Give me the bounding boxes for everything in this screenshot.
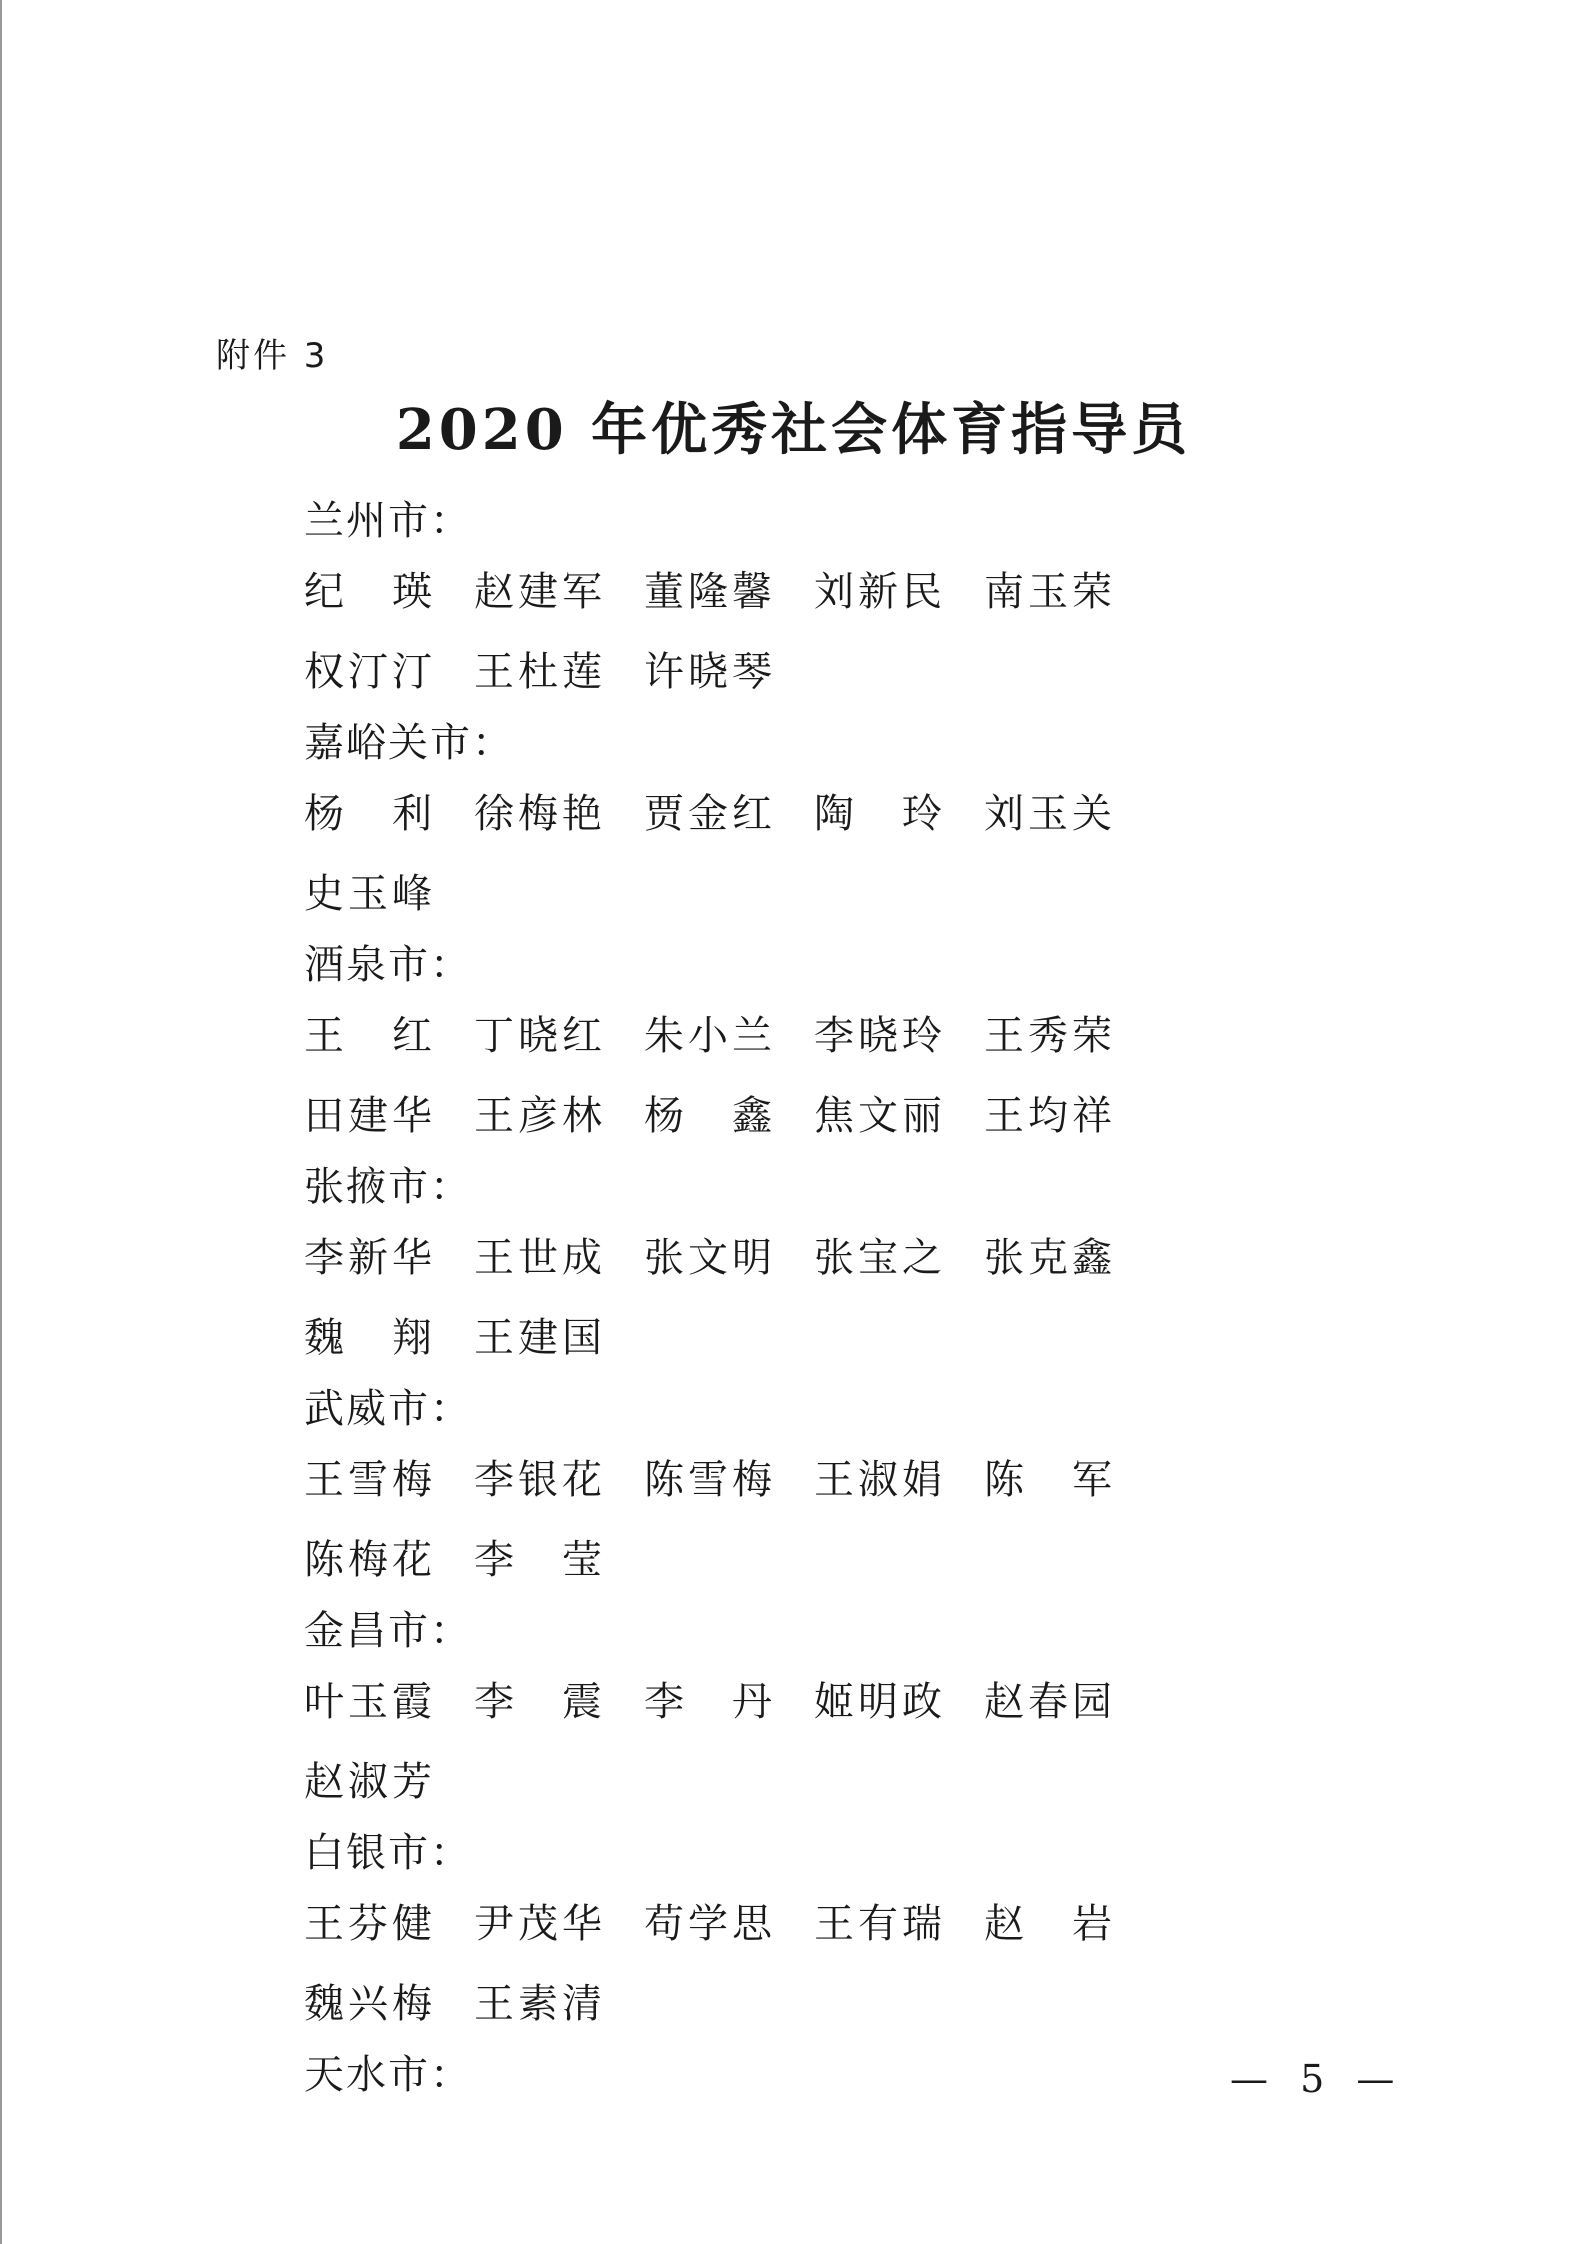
person-name: 李银花 <box>474 1457 606 1503</box>
person-name: 李新华 <box>304 1235 436 1281</box>
person-name: 王雪梅 <box>304 1457 436 1503</box>
name-list <box>304 1884 1314 2044</box>
person-name: 陈 军 <box>984 1457 1116 1503</box>
person-name: 史玉峰 <box>304 871 436 917</box>
person-name: 王彦林 <box>474 1093 606 1139</box>
person-name: 赵春园 <box>984 1679 1116 1725</box>
person-name: 尹茂华 <box>474 1901 606 1947</box>
person-name: 张宝之 <box>814 1235 946 1281</box>
person-name: 徐梅艳 <box>474 791 606 837</box>
person-name: 王世成 <box>474 1235 606 1281</box>
name-list <box>304 1662 1314 1822</box>
person-name: 董隆馨 <box>644 569 776 615</box>
person-name: 杨 鑫 <box>644 1093 776 1139</box>
person-name: 李晓玲 <box>814 1013 946 1059</box>
region-heading: 白银市： <box>304 1830 472 1876</box>
person-name: 权汀汀 <box>304 649 436 695</box>
person-name: 魏 翔 <box>304 1315 436 1361</box>
person-name: 陶 玲 <box>814 791 946 837</box>
region-section <box>304 712 1314 934</box>
region-section <box>304 1156 1314 1378</box>
person-name: 王素清 <box>474 1981 606 2027</box>
region-heading: 嘉峪关市： <box>304 720 514 766</box>
page-number: — 5 — <box>1230 2057 1405 2101</box>
person-name: 魏兴梅 <box>304 1981 436 2027</box>
name-list <box>304 1218 1314 1378</box>
person-name: 赵 岩 <box>984 1901 1116 1947</box>
person-name: 贾金红 <box>644 791 776 837</box>
name-list <box>304 1440 1314 1600</box>
region-heading: 天水市： <box>304 2052 472 2098</box>
document-title: 2020 年优秀社会体育指导员 <box>395 397 1192 463</box>
person-name: 姬明政 <box>814 1679 946 1725</box>
person-name: 王 红 <box>304 1013 436 1059</box>
person-name: 陈雪梅 <box>644 1457 776 1503</box>
person-name: 丁晓红 <box>474 1013 606 1059</box>
person-name: 纪 瑛 <box>304 569 436 615</box>
award-list <box>304 490 1314 2106</box>
person-name: 李 丹 <box>644 1679 776 1725</box>
person-name: 南玉荣 <box>984 569 1116 615</box>
name-list <box>304 996 1314 1156</box>
person-name: 赵淑芳 <box>304 1759 436 1805</box>
person-name: 杨 利 <box>304 791 436 837</box>
person-name: 刘新民 <box>814 569 946 615</box>
person-name: 许晓琴 <box>644 649 776 695</box>
person-name: 李 莹 <box>474 1537 606 1583</box>
person-name: 张文明 <box>644 1235 776 1281</box>
person-name: 李 震 <box>474 1679 606 1725</box>
scan-edge <box>0 0 2 2244</box>
region-heading: 武威市： <box>304 1386 472 1432</box>
region-heading: 金昌市： <box>304 1608 472 1654</box>
region-heading: 酒泉市： <box>304 942 472 988</box>
region-section <box>304 1378 1314 1600</box>
person-name: 王淑娟 <box>814 1457 946 1503</box>
region-section <box>304 934 1314 1156</box>
person-name: 刘玉关 <box>984 791 1116 837</box>
region-section <box>304 490 1314 712</box>
region-section <box>304 1822 1314 2044</box>
person-name: 张克鑫 <box>984 1235 1116 1281</box>
region-section <box>304 1600 1314 1822</box>
person-name: 叶玉霞 <box>304 1679 436 1725</box>
attachment-label: 附件 3 <box>216 336 329 376</box>
person-name: 王建国 <box>474 1315 606 1361</box>
person-name: 王秀荣 <box>984 1013 1116 1059</box>
person-name: 朱小兰 <box>644 1013 776 1059</box>
person-name: 王芬健 <box>304 1901 436 1947</box>
region-heading: 兰州市： <box>304 498 472 544</box>
person-name: 陈梅花 <box>304 1537 436 1583</box>
name-list <box>304 552 1314 712</box>
person-name: 田建华 <box>304 1093 436 1139</box>
person-name: 焦文丽 <box>814 1093 946 1139</box>
person-name: 王均祥 <box>984 1093 1116 1139</box>
person-name: 王有瑞 <box>814 1901 946 1947</box>
region-section <box>304 2044 1314 2106</box>
person-name: 王杜莲 <box>474 649 606 695</box>
person-name: 苟学思 <box>644 1901 776 1947</box>
region-heading: 张掖市： <box>304 1164 472 1210</box>
person-name: 赵建军 <box>474 569 606 615</box>
name-list <box>304 774 1314 934</box>
